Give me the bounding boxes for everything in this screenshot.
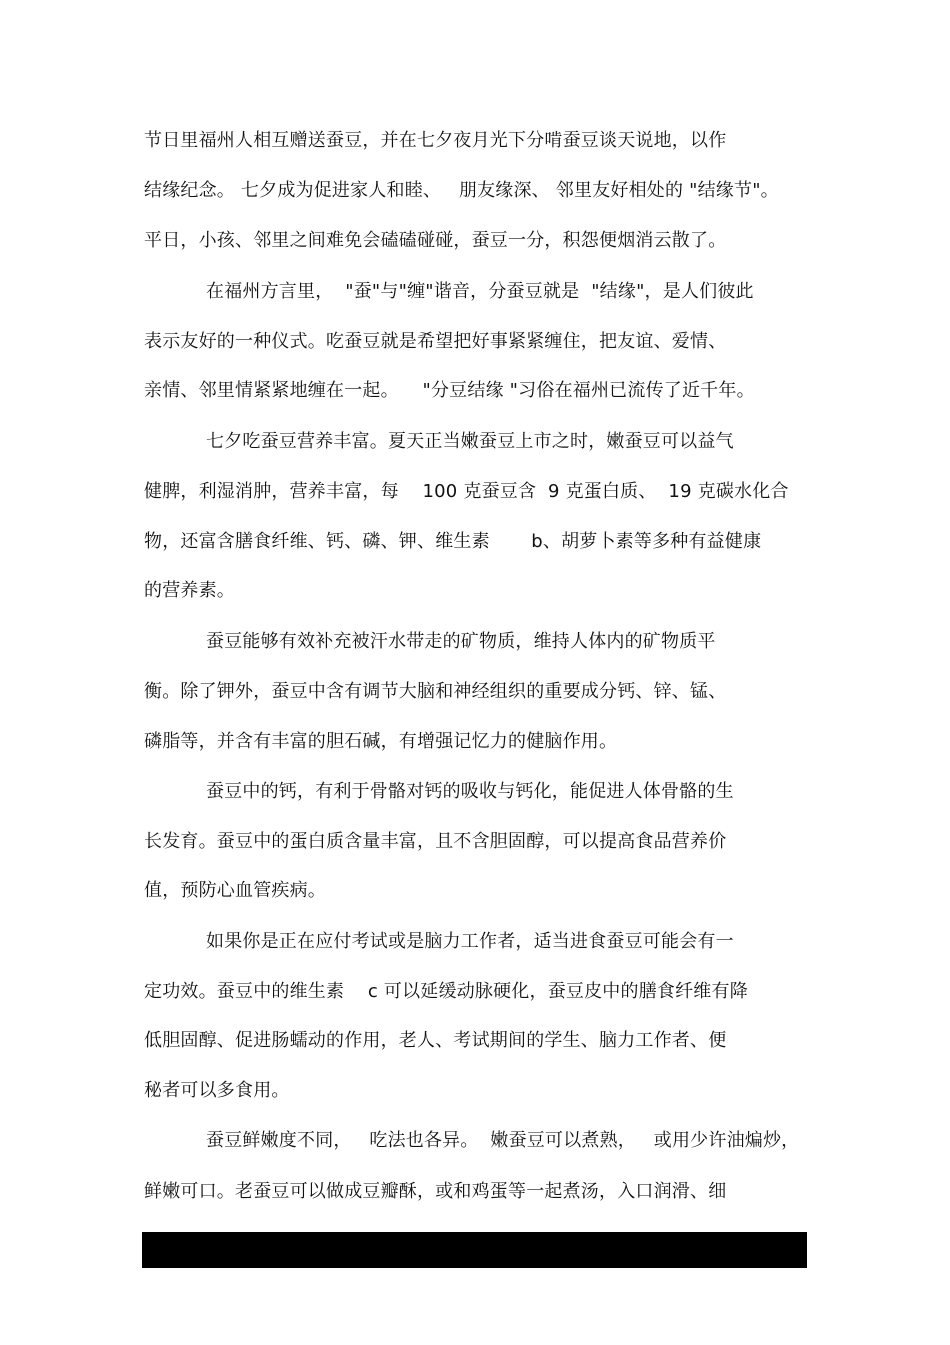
text-line: 平日，小孩、邻里之间难免会磕磕碰碰，蚕豆一分，积怨便烟消云散了。 xyxy=(144,230,727,251)
paragraph-first-line: 蚕豆中的钙，有利于骨骼对钙的吸收与钙化，能促进人体骨骼的生 xyxy=(206,781,734,802)
paragraph-first-line: 七夕吃蚕豆营养丰富。夏天正当嫩蚕豆上市之时，嫩蚕豆可以益气 xyxy=(206,431,734,452)
text-line: 表示友好的一种仪式。吃蚕豆就是希望把好事紧紧缠住，把友谊、爱情、 xyxy=(144,331,727,352)
paragraph-first-line: 如果你是正在应付考试或是脑力工作者，适当进食蚕豆可能会有一 xyxy=(206,931,734,952)
redaction-bar xyxy=(142,1232,807,1268)
text-line: 定功效。蚕豆中的维生素 c 可以延缓动脉硬化，蚕豆皮中的膳食纤维有降 xyxy=(144,981,748,1002)
text-line: 结缘纪念。 七夕成为促进家人和睦、 朋友缘深、 邻里友好相处的 "结缘节"。 xyxy=(144,180,779,201)
text-line: 长发育。蚕豆中的蛋白质含量丰富，且不含胆固醇，可以提高食品营养价 xyxy=(144,831,727,852)
text-line: 亲情、邻里情紧紧地缠在一起。 "分豆结缘 "习俗在福州已流传了近千年。 xyxy=(144,380,755,401)
text-line: 衡。除了钾外，蚕豆中含有调节大脑和神经组织的重要成分钙、锌、锰、 xyxy=(144,681,727,702)
text-line: 磷脂等，并含有丰富的胆石碱，有增强记忆力的健脑作用。 xyxy=(144,731,618,752)
text-line: 的营养素。 xyxy=(144,580,235,601)
paragraph-first-line: 蚕豆鲜嫩度不同， 吃法也各异。 嫩蚕豆可以煮熟， 或用少许油煸炒， xyxy=(206,1130,800,1151)
text-line: 低胆固醇、促进肠蠕动的作用，老人、考试期间的学生、脑力工作者、便 xyxy=(144,1030,727,1051)
text-line: 值，预防心血管疾病。 xyxy=(144,880,326,901)
text-line: 鲜嫩可口。老蚕豆可以做成豆瓣酥，或和鸡蛋等一起煮汤，入口润滑、细 xyxy=(144,1181,727,1202)
text-line: 秘者可以多食用。 xyxy=(144,1080,290,1101)
text-line: 物，还富含膳食纤维、钙、磷、钾、维生素 b、胡萝卜素等多种有益健康 xyxy=(144,531,762,552)
text-line: 节日里福州人相互赠送蚕豆，并在七夕夜月光下分啃蚕豆谈天说地，以作 xyxy=(144,130,727,151)
text-line: 健脾，利湿消肿，营养丰富，每 100 克蚕豆含 9 克蛋白质、 19 克碳水化合 xyxy=(144,481,789,502)
paragraph-first-line: 在福州方言里， "蚕"与"缠"谐音，分蚕豆就是 "结缘"，是人们彼此 xyxy=(206,281,754,302)
paragraph-first-line: 蚕豆能够有效补充被汗水带走的矿物质，维持人体内的矿物质平 xyxy=(206,631,716,652)
